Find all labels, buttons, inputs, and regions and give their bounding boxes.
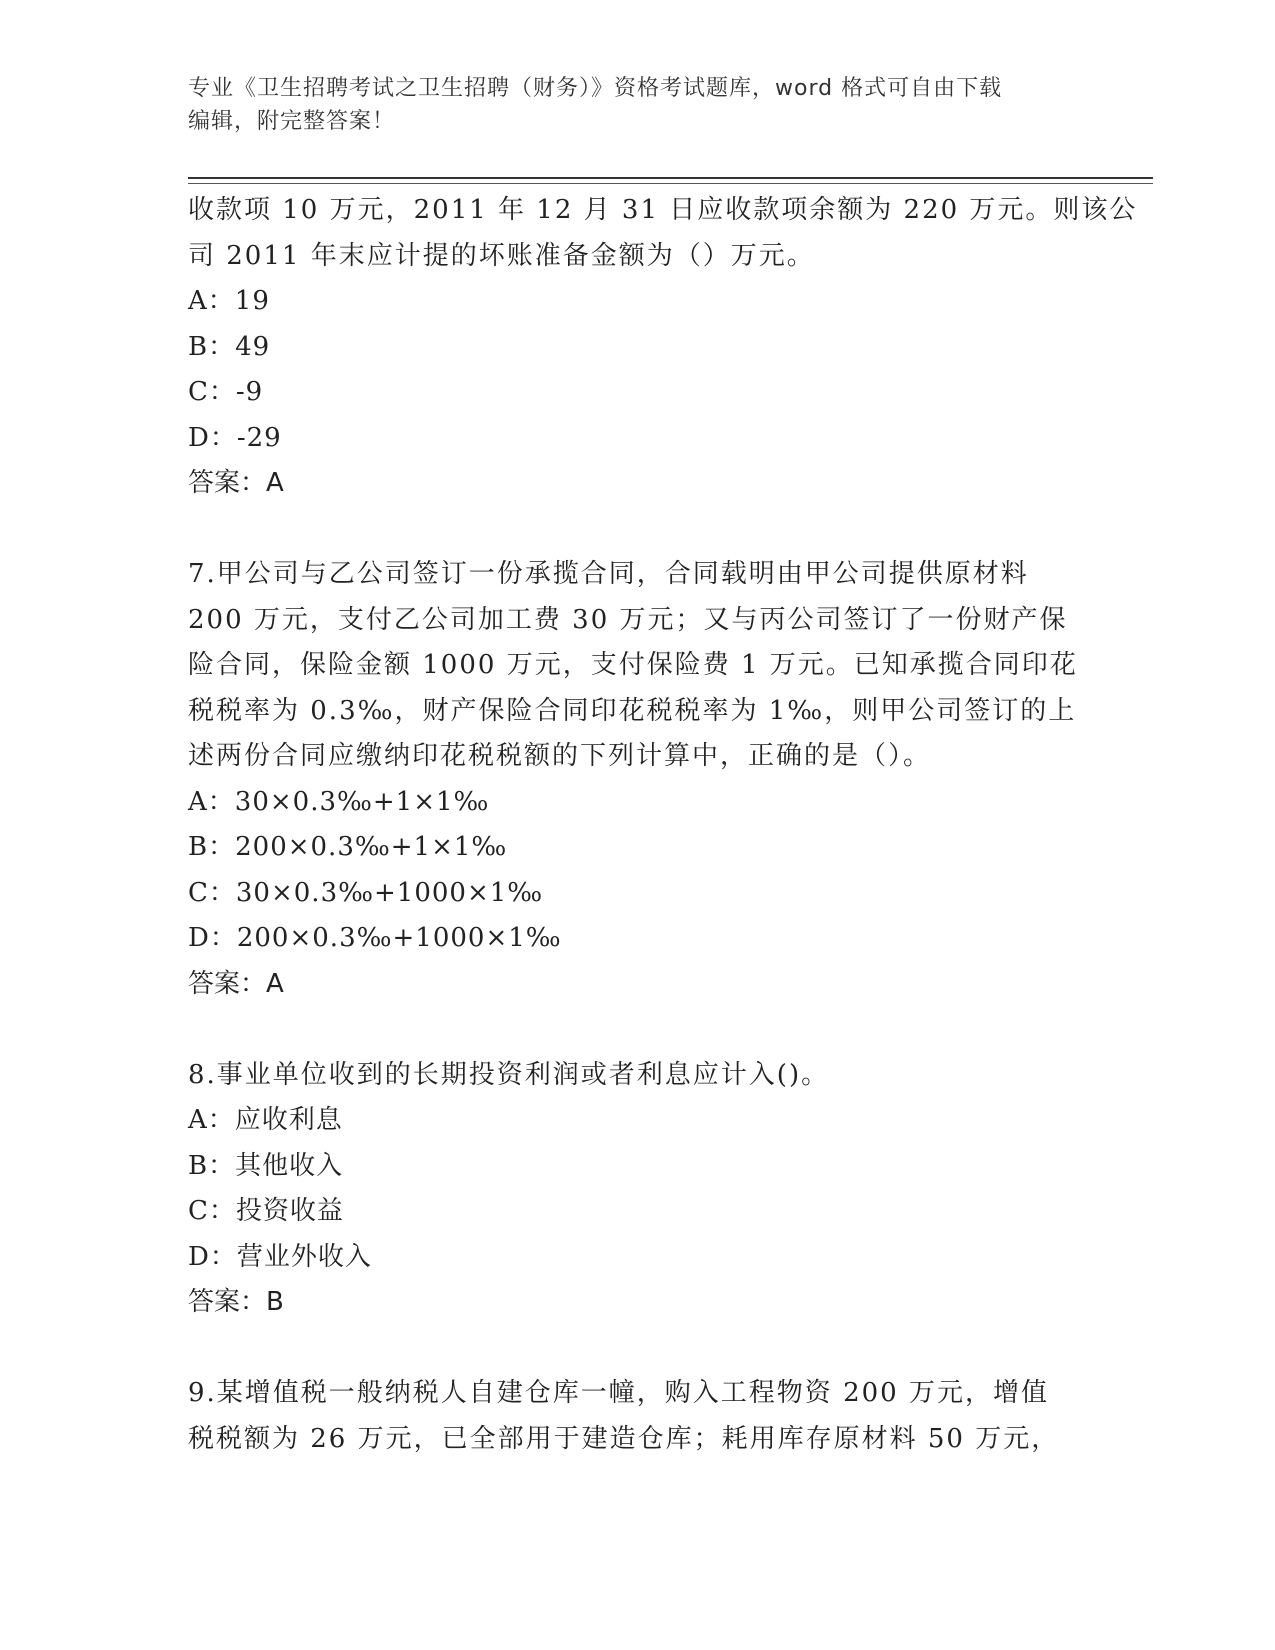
option-b: B：其他收入 — [188, 1150, 344, 1181]
question-text-line: 9.某增值税一般纳税人自建仓库一幢，购入工程物资 200 万元，增值 — [188, 1378, 1049, 1408]
question-text-line: 7.甲公司与乙公司签订一份承揽合同，合同载明由甲公司提供原材料 — [188, 559, 1029, 589]
question-text-line: 述两份合同应缴纳印花税税额的下列计算中，正确的是（）。 — [188, 741, 932, 771]
option-a: A：应收利息 — [188, 1105, 343, 1135]
spacer — [188, 507, 1088, 553]
answer-line: 答案：A — [188, 468, 284, 498]
question-9 — [188, 1371, 1088, 1462]
option-c: C：30×0.3‰+1000×1‰ — [188, 877, 544, 908]
option-a: A：30×0.3‰+1×1‰ — [188, 786, 490, 817]
document-header — [188, 72, 1088, 138]
spacer — [188, 1326, 1088, 1372]
option-a: A：19 — [188, 286, 270, 316]
spacer — [188, 1007, 1088, 1053]
option-b: B：200×0.3‰+1×1‰ — [188, 832, 508, 862]
question-text-line: 200 万元，支付乙公司加工费 30 万元；又与丙公司签订了一份财产保 — [188, 604, 1068, 635]
answer-line: 答案：A — [188, 968, 284, 999]
question-7 — [188, 552, 1088, 1007]
answer-line: 答案：B — [188, 1287, 284, 1317]
header-line-2: 编辑，附完整答案！ — [188, 109, 396, 134]
question-list — [188, 188, 1138, 1462]
question-text-line: 司 2011 年末应计提的坏账准备金额为（）万元。 — [188, 240, 815, 271]
header-divider-thick — [188, 177, 1153, 179]
option-c: C：-9 — [188, 377, 264, 407]
option-d: D：营业外收入 — [188, 1241, 372, 1272]
question-8 — [188, 1053, 1088, 1326]
question-text-line: 收款项 10 万元，2011 年 12 月 31 日应收款项余额为 220 万元。则该公 — [188, 195, 1138, 225]
question-text-line: 税税额为 26 万元，已全部用于建造仓库；耗用库存原材料 50 万元， — [188, 1423, 1060, 1454]
option-d: D：-29 — [188, 422, 282, 453]
question-text-line: 税税率为 0.3‰，财产保险合同印花税税率为 1‰，则甲公司签订的上 — [188, 695, 1077, 726]
header-divider-thin — [188, 183, 1153, 184]
header-line-1: 专业《卫生招聘考试之卫生招聘（财务）》资格考试题库，word 格式可自由下载 — [188, 76, 1003, 101]
option-c: C：投资收益 — [188, 1196, 344, 1226]
question-text-line: 8.事业单位收到的长期投资利润或者利息应计入()。 — [188, 1059, 830, 1090]
question-6 — [188, 188, 1138, 507]
question-text-line: 险合同，保险金额 1000 万元，支付保险费 1 万元。已知承揽合同印花 — [188, 650, 1078, 680]
option-d: D：200×0.3‰+1000×1‰ — [188, 923, 562, 953]
option-b: B：49 — [188, 331, 271, 362]
